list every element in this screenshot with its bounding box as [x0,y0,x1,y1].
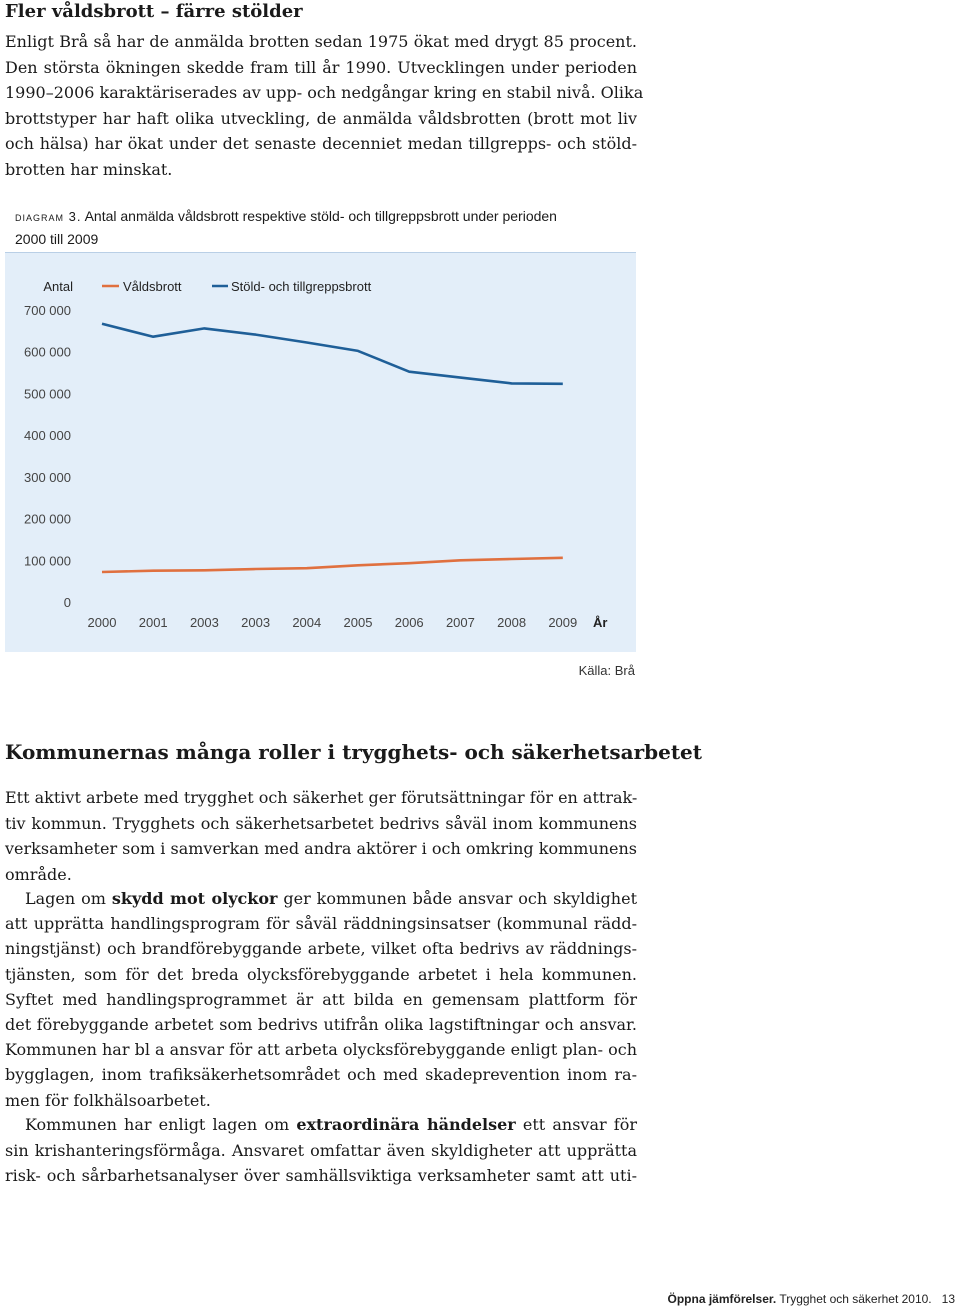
x-tick-label: 2000 [87,615,117,630]
paragraph-line: sin krishanteringsförmåga. Ansvaret omfattar även skyldigheter att upprätta [5,1140,637,1160]
series-line-stold [102,324,563,384]
page-footer [668,1292,956,1306]
paragraph-line: brotten har minskat. [5,159,173,179]
paragraph-line: Kommunen har bl a ansvar för att arbeta olycksförebyggande enligt plan- och [5,1040,637,1060]
paragraph-line [5,1112,637,1138]
caption-label: diagram 3. [15,209,82,224]
paragraph-line: Syftet med handlingsprogrammet är att bilda en gemensam plattform för [5,989,637,1009]
series-line-valdsbrott [102,558,563,572]
x-tick-label: 2006 [394,615,424,630]
intro-paragraph [5,29,644,182]
bold-term: extraordinära händelser [296,1115,516,1134]
bold-term: skydd mot olyckor [111,889,278,908]
page-number: 13 [941,1292,955,1306]
y-tick-label: 500 000 [24,386,71,402]
section-heading-2: Kommunernas många roller i trygghets- och säkerhetsarbetet [5,740,703,764]
paragraph-line: Den största ökningen skedde fram till år 1990. Utvecklingen under perioden [5,57,637,77]
paragraph-line: det förebyggande arbetet som bedrivs utifrån olika lagstiftningar och ansvar. [5,1015,637,1035]
text-run: Kommunen har enligt lagen om [25,1115,297,1134]
paragraph-line: Enligt Brå så har de anmälda brotten sedan 1975 ökat med drygt 85 procent. [5,32,637,51]
chart-caption [15,205,635,250]
y-tick-label: 100 000 [24,553,71,569]
paragraph-line: och hälsa) har ökat under det senaste decenniet medan tillgrepps- och stöld- [5,134,637,153]
paragraph-line: men för folkhälsoarbetet. [5,1090,211,1110]
y-tick-label: 200 000 [24,511,71,527]
y-ticks [24,303,71,610]
y-tick-label: 0 [63,595,71,610]
paragraph-a [5,785,637,887]
paragraph-line: risk- och sårbarhetsanalyser över samhällsviktiga verksamheter samt att uti- [5,1166,637,1185]
y-tick-label: 700 000 [24,303,71,318]
x-tick-label: 2009 [548,615,578,630]
series-lines [102,324,563,572]
x-ticks [88,615,578,630]
y-tick-label: 600 000 [24,344,71,360]
line-chart [5,252,636,652]
paragraph-line: Ett aktivt arbete med trygghet och säkerhet ger förutsättningar för en attrak- [5,788,638,807]
paragraph-c [5,1112,637,1189]
chart-source: Källa: Brå [578,663,635,678]
text-run: ett ansvar för [515,1115,637,1134]
text-run: Lagen om [25,889,112,908]
paragraph-line: brottstyper har haft olika utveckling, de anmälda våldsbrotten (brott mot liv [5,108,637,128]
legend-label-stold: Stöld- och tillgreppsbrott [231,279,372,294]
paragraph-line: verksamheter som i samverkan med andra aktörer i och omkring kommunens [5,839,638,858]
x-axis-label: År [593,615,608,630]
x-tick-label: 2007 [445,615,475,630]
paragraph-line: att upprätta handlingsprogram för såväl räddningsinsatser (kommunal rädd- [5,914,637,934]
x-tick-label: 2005 [343,615,373,630]
paragraph-line: 1990–2006 karaktäriserades av upp- och nedgångar kring en stabil nivå. Olika [5,83,644,102]
y-tick-label: 400 000 [24,428,71,444]
footer-title: Trygghet och säkerhet 2010. [776,1292,932,1306]
caption-text-line2: 2000 till 2009 [15,231,99,247]
section-heading: Fler våldsbrott – färre stölder [5,1,303,22]
paragraph-line: ningstjänst) och brandförebyggande arbete, vilket ofta bedrivs av räddnings- [5,939,637,959]
paragraph-b [5,886,637,1113]
paragraph-line: tjänsten, som för det breda olycksförebyggande arbetet i hela kommunen. [5,964,637,984]
x-tick-label: 2003 [241,615,271,630]
paragraph-line: tiv kommun. Trygghets och säkerhetsarbetet bedrivs såväl inom kommunens [5,813,637,833]
caption-text: Antal anmälda våldsbrott respektive stöld- och tillgreppsbrott under perioden [81,208,557,224]
text-run: ger kommunen både ansvar och skyldighet [277,889,638,908]
legend-label-valdsbrott: Våldsbrott [123,279,182,294]
footer-brand: Öppna jämförelser. [667,1292,777,1306]
x-tick-label: 2004 [292,615,322,630]
y-axis-label: Antal [43,279,73,294]
legend [102,279,372,294]
paragraph-line [5,886,637,911]
y-tick-label: 300 000 [24,469,71,485]
x-tick-label: 2003 [189,615,219,630]
paragraph-line: område. [5,864,72,884]
chart-panel [5,252,636,652]
paragraph-line: bygglagen, inom trafiksäkerhetsområdet och med skadeprevention inom ra- [5,1065,637,1085]
x-tick-label: 2001 [138,615,168,630]
x-tick-label: 2008 [497,615,527,630]
